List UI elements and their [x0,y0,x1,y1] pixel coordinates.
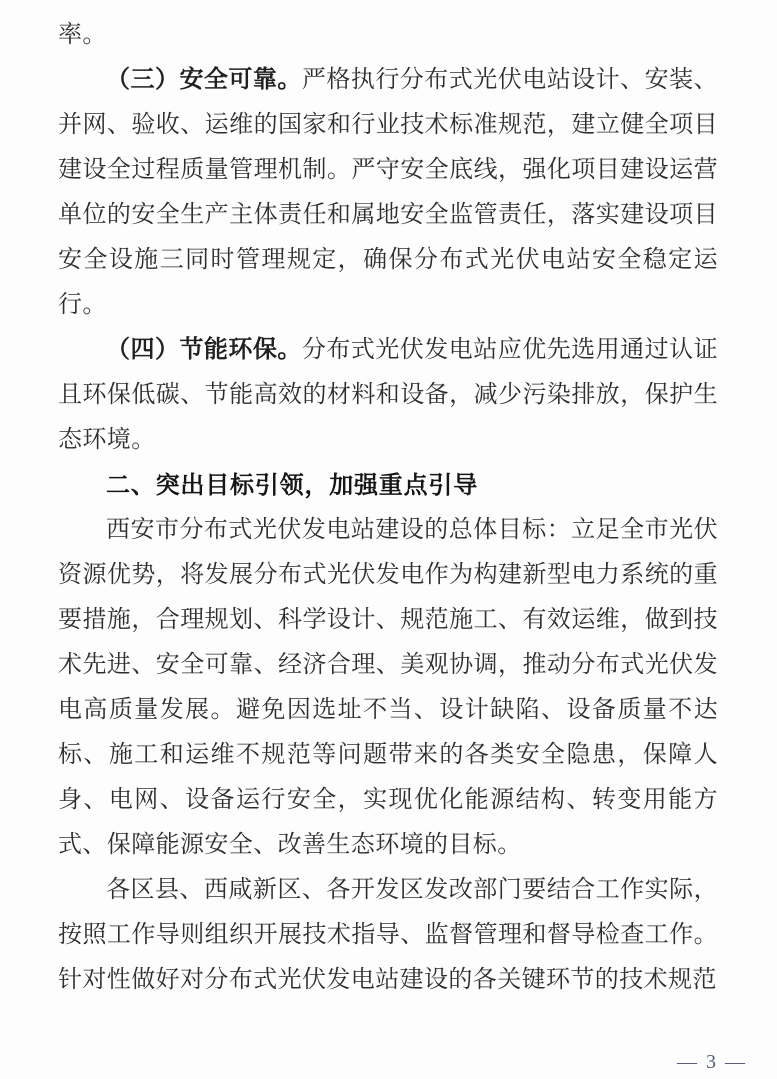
page-footer [677,1051,747,1073]
paragraph-body-text: 严格执行分布式光伏电站设计、安装、并网、验收、运维的国家和行业技术标准规范，建立健全项目建设全过程质量管理机制。严守安全底线，强化项目建设运营单位的安全生产主体责任和属地安全监管责任，落实建设项目安全设施三同时管理规定，确保分布式光伏电站安全稳定运行。 [58,67,718,318]
paragraph-district-requirements: 各区县、西咸新区、各开发区发改部门要结合工作实际，按照工作导则组织开展技术指导、监督管理和督导检查工作。针对性做好对分布式光伏发电站建设的各关键环节的技术规范 [58,877,718,993]
page-number: — 3 — [677,1051,747,1073]
paragraph-lead-bold: （四）节能环保。 [106,337,302,363]
paragraph-principle-3-safety [58,58,718,328]
paragraph-principle-4-energy-saving [58,328,718,463]
paragraph-body-text: 分布式光伏发电站应优先选用通过认证且环保低碳、节能高效的材料和设备，减少污染排放，保护生态环境。 [58,337,718,453]
section-heading: 二、突出目标引领，加强重点引导 [106,472,478,499]
paragraph-continuation: 率。 [58,22,107,48]
document-body [58,13,718,1003]
paragraph-overall-goal: 西安市分布式光伏发电站建设的总体目标：立足全市光伏资源优势，将发展分布式光伏发电作为构建新型电力系统的重要措施，合理规划、科学设计、规范施工、有效运维，做到技术先进、安全可靠、经济合理、美观协调，推动分布式光伏发电高质量发展。避免因选址不当、设计缺陷、设备质量不达标、施工和运维不规范等问题带来的各类安全隐患，保障人身、电网、设备运行安全，实现优化能源结构、转变用能方式、保障能源安全、改善生态环境的目标。 [58,517,718,858]
paragraph-lead-bold: （三）安全可靠。 [106,67,302,93]
